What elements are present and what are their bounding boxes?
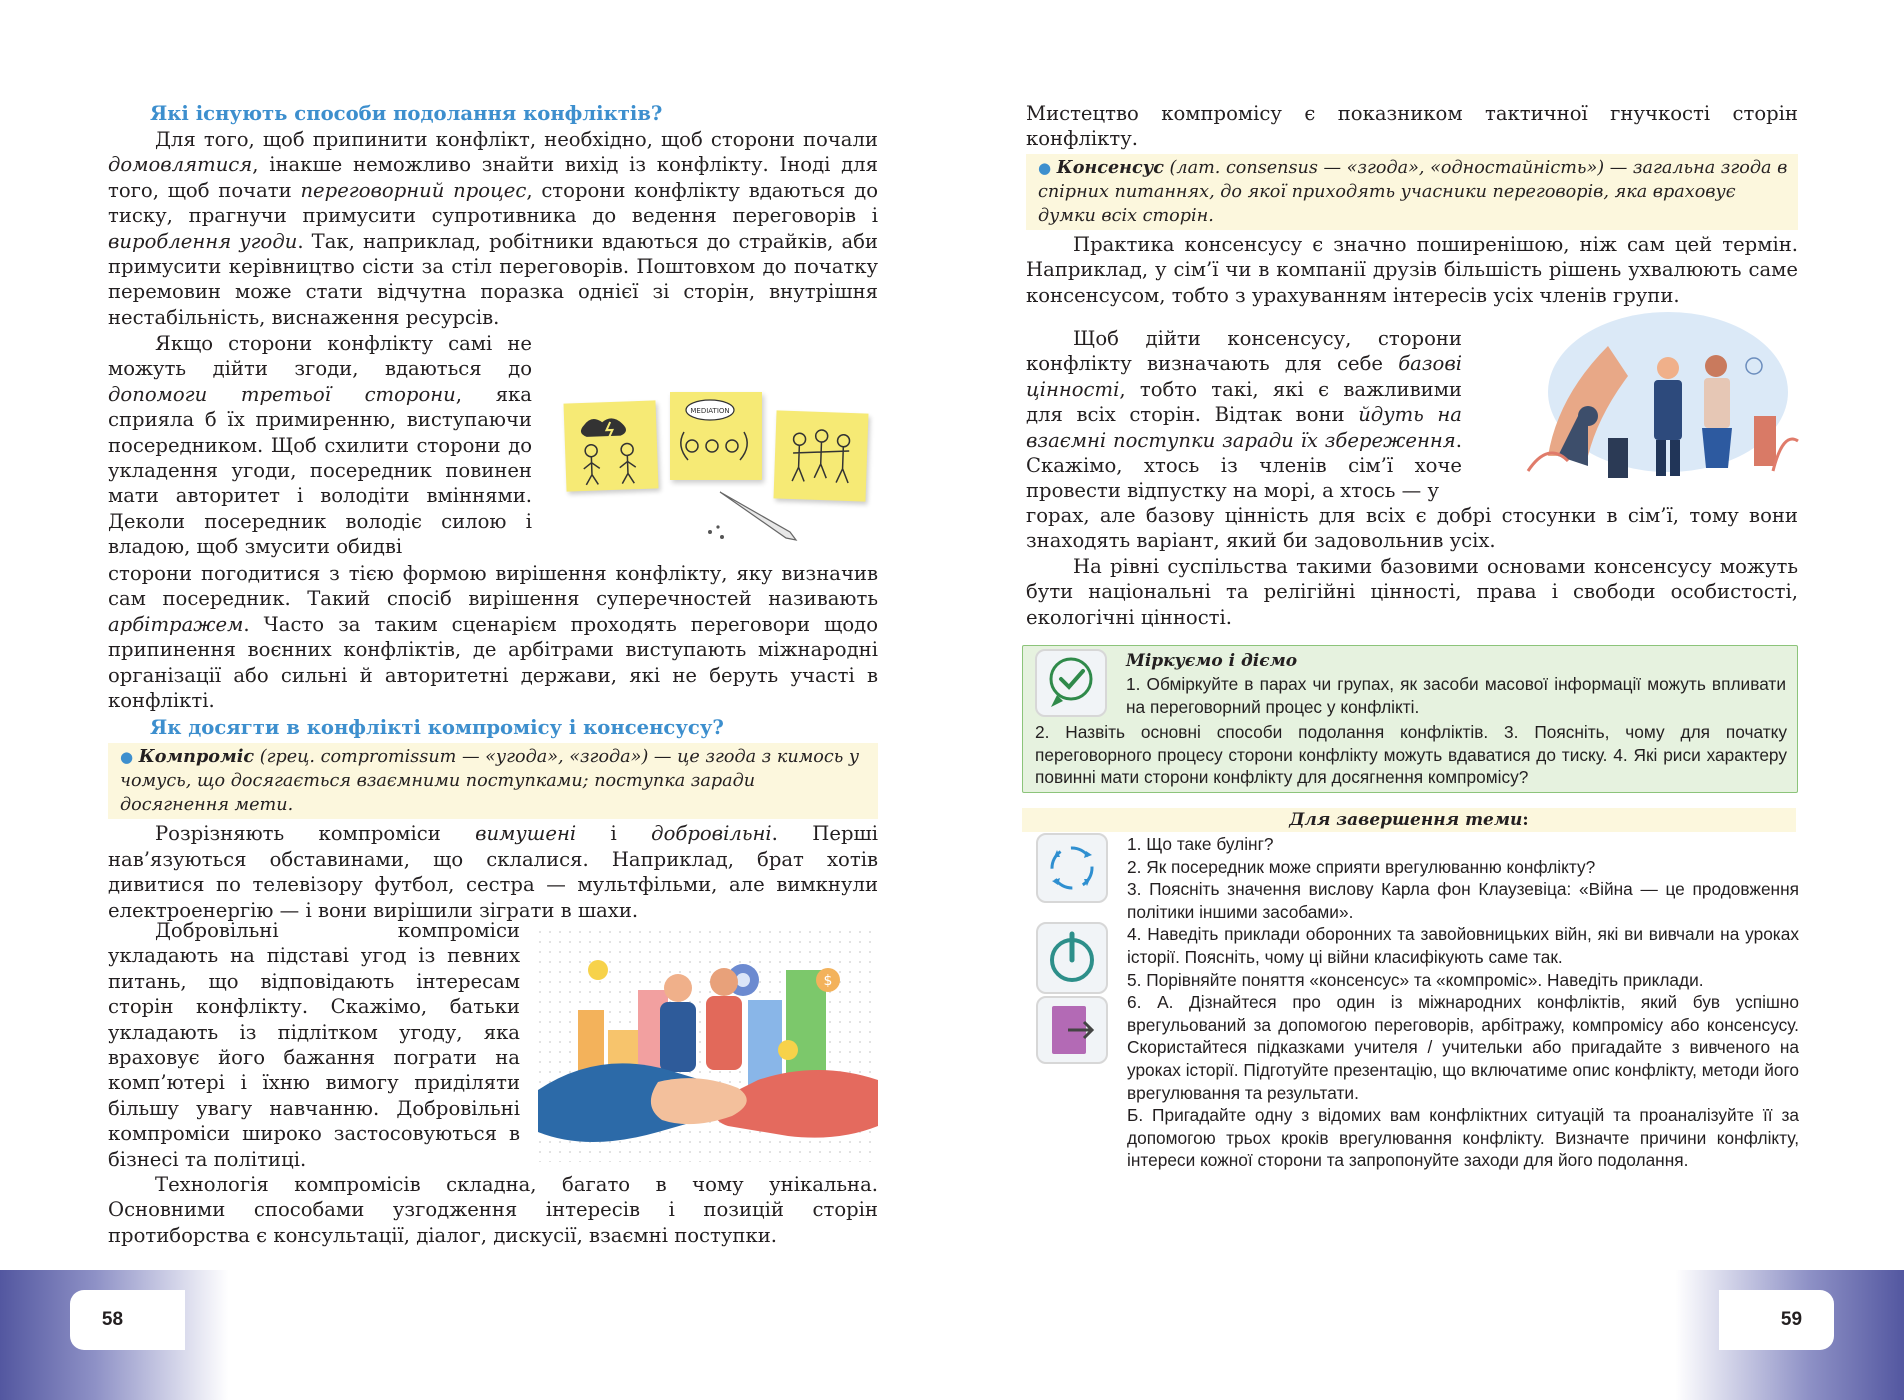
paragraph-consensus-practice: Практика консенсусу є значно поширенішою, ніж сам цей термін. Наприклад, у сім’ї чи в компанії друзів більшість рішень ухвалюють саме консенсусом, тобто з урахуванням інтересів усіх членів групи.: [1026, 232, 1798, 307]
business-handshake-illustration: [538, 930, 878, 1162]
question-7: Б. Пригадайте одну з відомих вам конфліктних ситуацій та проаналізуйте її за допомогою трьох кроків врегулювання конфлікту. Визначте причини конфлікту, інтереси кожної сторони та запропонуйте заходи для його подолання.: [1127, 1105, 1799, 1171]
bullet-icon: ●: [1038, 158, 1052, 177]
think-title: Міркуємо і діємо: [1126, 651, 1298, 671]
paragraph-arbitration: сторони погодитися з тією формою вирішення конфлікту, яку визначив сам посередник. Такий спосіб вирішення суперечностей називають арбітражем. Часто за таким сценарієм проходять переговори щодо припинення воєнних конфліктів, де арбітрами виступають міжнародні організації або сильні й авторитетні держави, які не беруть участі в конфлікті.: [108, 562, 878, 713]
paragraph-compromise-types: Розрізняють компроміси вимушені і добровільні. Перші нав’язуються обставинами, що склалися. Наприклад, брат хотів дивитися по телевізору футбол, сестра — мультфільми, але вимкнули електроенергію — і вони вирішили зіграти в шахи.: [108, 822, 878, 922]
definition-term: Компроміс: [138, 746, 255, 768]
bullet-icon: ●: [120, 748, 134, 767]
chess-business-illustration: [1518, 306, 1803, 478]
power-icon: [1036, 922, 1108, 994]
pen-icon: [700, 487, 820, 547]
question-1: 1. Що таке булінг?: [1127, 834, 1274, 854]
sticky-note-conflict: [563, 400, 658, 491]
checkmark-speech-icon: [1035, 649, 1107, 717]
think-task-1: 1. Обміркуйте в парах чи групах, як засоби масової інформації можуть впливати на переговорний процес у конфлікті.: [1126, 674, 1786, 717]
left-column-middle: [108, 561, 878, 923]
definition-consensus: [1026, 154, 1798, 230]
right-column-top: [1026, 101, 1798, 308]
definition-term: Консенсус: [1056, 156, 1164, 178]
section-heading-conflict-resolution: Які існують способи подолання конфліктів?: [150, 102, 663, 125]
paragraph-society: На рівні суспільства такими базовими основами консенсусу можуть бути національні та релігійні цінності, права і свободи особистості, екологічні цінності.: [1026, 554, 1798, 629]
final-title-bar: Для завершення теми:: [1022, 808, 1796, 832]
paragraph-mediator: Якщо сторони конфлікту самі не можуть дійти згоди, вдаються до допомоги третьої сторони, яка сприяла б їх примиренню, виступаючи посередником. Щоб схилити сторони до укладення угоди, посередник повинен мати авторитет і володіти вміннями. Деколи посередник володіє силою і владою, щоб змусити обидві: [108, 332, 532, 559]
paragraph-mountains: горах, але базову цінність для всіх є добрі стосунки в сім’ї, тому вони знаходять варіант, який би задовольнив усіх.: [1026, 504, 1798, 553]
question-5: 5. Порівняйте поняття «консенсус» та «компроміс». Наведіть приклади.: [1127, 969, 1704, 990]
paragraph-negotiation: Для того, щоб припинити конфлікт, необхідно, щоб сторони почали домовлятися, інакше неможливо знайти вихід із конфлікту. Іноді для того, щоб почати переговорний процес, сторони конфлікту вдаються до тиску, прагнучи примусити супротивника до ведення переговорів і вироблення угоди. Так, наприклад, робітники вдаються до страйків, аби примусити керівництво сісти за стіл переговорів. Поштовхом до початку перемовин може стати відчутна поразка однієї зі сторін, внутрішня нестабільність, виснаження ресурсів.: [108, 128, 879, 329]
svg-text:$: $: [823, 973, 833, 989]
question-4: 4. Наведіть приклади оборонних та завойовницьких війн, які ви вивчали на уроках історії. Поясніть, чому ці війни класифікують саме так.: [1127, 924, 1799, 967]
page-number-right: 59: [1719, 1290, 1834, 1350]
definition-compromise: [108, 743, 878, 819]
paragraph-technology: Технологія компромісів складна, багато в чому унікальна. Основними способами узгодження інтересів і позицій сторін протиборства є консультації, діалог, дискусії, взаємні поступки.: [108, 1173, 878, 1247]
paragraph-compromise-art: Мистецтво компромісу є показником тактичної гнучкості сторін конфлікту.: [1026, 102, 1798, 151]
definition-text: (грец. compromissum — «угода», «згода») — це згода з кимось у чомусь, що досягається взаємними поступками; поступка заради досягнення мети.: [120, 747, 860, 816]
final-title: Для завершення теми: [1289, 810, 1523, 830]
question-2: 2. Як посередник може сприяти врегулюванню конфлікту?: [1127, 856, 1596, 877]
paragraph-base-values: Щоб дійти консенсусу, сторони конфлікту визначають для себе базові цінності, тобто такі, які є важливими для всіх сторін. Відтак вони йдуть на взаємні поступки заради їх збереження. Скажімо, хтось із членів сім’ї хоче провести відпустку на морі, а хтось — у: [1026, 327, 1462, 503]
mediation-sticky-notes-illustration: [560, 372, 880, 544]
mediation-label: MEDIATION: [690, 407, 730, 415]
right-page: [952, 0, 1904, 1400]
think-and-act-box: [1022, 645, 1798, 793]
section-heading-compromise: Як досягти в конфлікті компромісу і консенсусу?: [150, 716, 724, 740]
page-number-left: 58: [70, 1290, 185, 1350]
export-arrow-icon: [1036, 996, 1108, 1064]
refresh-cycle-icon: [1036, 833, 1108, 903]
left-column-bottom: [108, 1172, 878, 1248]
definition-text: (лат. consensus — «згода», «одностайність») — загальна згода в спірних питаннях, до якої приходять учасники переговорів, яка враховує думки всіх сторін.: [1038, 157, 1788, 226]
question-6: 6. А. Дізнайтеся про один із міжнародних конфліктів, який був успішно врегульований за допомогою переговорів, арбітражу, компромісу або консенсусу. Скористайтеся підказками учителя / учительки або пригадайте з вивченого на уроках історії. Підготуйте презентацію, що включатиме опис конфлікту, методи його врегулювання та результати.: [1127, 992, 1799, 1103]
final-questions-list: [1127, 833, 1799, 1172]
question-3: 3. Поясніть значення вислову Карла фон Клаузевіца: «Війна — це продовження політики іншими засобами».: [1127, 879, 1799, 922]
left-column-top: [108, 101, 878, 330]
paragraph-voluntary: Добровільні компроміси укладають на підставі угод із певних питань, що відповідають інтересам сторін конфлікту. Скажімо, батьки укладають із підлітком угоду, яка враховує його бажання пограти на комп’ютері і їхню вимогу приділяти більшу увагу навчанню. Добровільні компроміси широко застосовуються в бізнесі та політиці.: [108, 919, 520, 1171]
sticky-note-mediation: [670, 392, 762, 480]
right-column-middle: [1026, 503, 1798, 630]
think-tasks-2-4: 2. Назвіть основні способи подолання конфліктів. 3. Поясніть, чому для початку переговорного процесу сторони конфлікту можуть вдаватися до тиску. 4. Які риси характеру повинні мати сторони конфлікту для досягнення компромісу?: [1035, 722, 1787, 788]
